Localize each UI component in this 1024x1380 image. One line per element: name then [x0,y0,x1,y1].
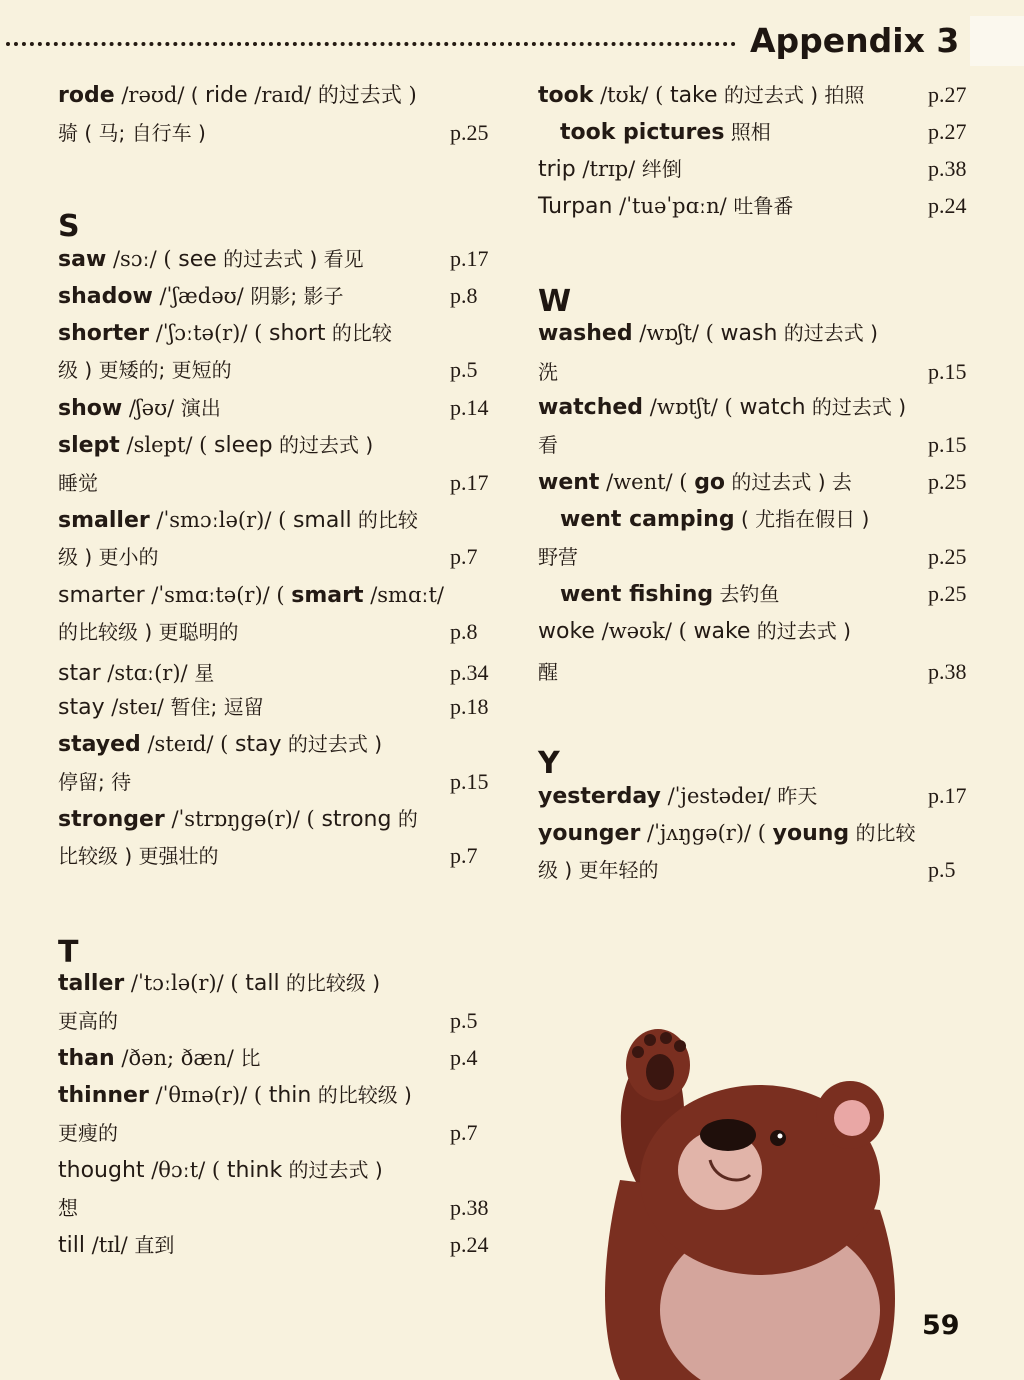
entry-turpan: Turpan /ˈtuəˈpɑːn/ 吐鲁番 p.24 [538,193,967,219]
entry-watched-cont: 看 p.15 [538,432,967,457]
entry-stayed-cont: 停留; 待 p.15 [58,769,489,794]
entry-washed-cont: 洗 p.15 [538,359,967,384]
entry-smarter: smarter /ˈsmɑːtə(r)/ ( smart /smɑːt/ [58,583,444,608]
entry-saw: saw /sɔː/ ( see 的过去式 ) 看见 p.17 [58,246,489,272]
entry-thought: thought /θɔːt/ ( think 的过去式 ) [58,1158,383,1183]
entry-washed: washed /wɒʃt/ ( wash 的过去式 ) [538,321,878,346]
entry-taller-cont: 更高的 p.5 [58,1008,478,1033]
entry-rode-cont: 骑 ( 马; 自行车 ) p.25 [58,120,489,145]
entry-went-camping-cont: 野营 p.25 [538,544,967,569]
entry-watched: watched /wɒtʃt/ ( watch 的过去式 ) [538,395,907,420]
entry-stronger: stronger /ˈstrɒŋgə(r)/ ( strong 的 [58,807,418,832]
appendix-title: Appendix 3 [750,18,1024,64]
page-number: 59 [922,1310,960,1341]
section-letter-y: Y [538,746,560,781]
entry-took-pictures: took pictures 照相 p.27 [560,119,967,145]
entry-stay: stay /steɪ/ 暂住; 逗留 p.18 [58,694,489,720]
entry-went-camping: went camping ( 尤指在假日 ) [560,507,870,532]
bear-body [605,1029,895,1380]
entry-stronger-cont: 比较级 ) 更强壮的 p.7 [58,843,478,868]
entry-younger-cont: 级 ) 更年轻的 p.5 [538,857,956,882]
entry-smaller-cont: 级 ) 更小的 p.7 [58,544,478,569]
entry-woke-cont: 醒 p.38 [538,659,967,684]
entry-yesterday: yesterday /ˈjestədeɪ/ 昨天 p.17 [538,783,967,809]
entry-went: went /went/ ( go 的过去式 ) 去 p.25 [538,469,967,495]
entry-smarter-cont: 的比较级 ) 更聪明的 p.8 [58,619,478,644]
entry-till: till /tɪl/ 直到 p.24 [58,1232,489,1258]
entry-woke: woke /wəʊk/ ( wake 的过去式 ) [538,619,851,644]
entry-shorter: shorter /ˈʃɔːtə(r)/ ( short 的比较 [58,321,392,346]
header-dotted-rule [6,42,736,46]
entry-smaller: smaller /ˈsmɔːlə(r)/ ( small 的比较 [58,508,418,533]
section-letter-w: W [538,284,572,319]
entry-slept-cont: 睡觉 p.17 [58,470,489,495]
bear-illustration [580,1010,980,1380]
entry-thought-cont: 想 p.38 [58,1195,489,1220]
entry-trip: trip /trɪp/ 绊倒 p.38 [538,156,967,182]
section-letter-t: T [58,935,79,970]
entry-taller: taller /ˈtɔːlə(r)/ ( tall 的比较级 ) [58,971,381,996]
entry-slept: slept /slept/ ( sleep 的过去式 ) [58,433,374,458]
entry-star: star /stɑː(r)/ 星 p.34 [58,660,489,686]
entry-thinner-cont: 更瘦的 p.7 [58,1120,478,1145]
entry-went-fishing: went fishing 去钓鱼 p.25 [560,581,967,607]
entry-shorter-cont: 级 ) 更矮的; 更短的 p.5 [58,357,478,382]
entry-took: took /tʊk/ ( take 的过去式 ) 拍照 p.27 [538,82,967,108]
entry-shadow: shadow /ˈʃædəʊ/ 阴影; 影子 p.8 [58,283,478,309]
section-letter-s: S [58,209,80,244]
entry-thinner: thinner /ˈθɪnə(r)/ ( thin 的比较级 ) [58,1083,412,1108]
entry-stayed: stayed /steɪd/ ( stay 的过去式 ) [58,732,383,757]
entry-rode: rode /rəʊd/ ( ride /raɪd/ 的过去式 ) [58,83,417,108]
entry-than: than /ðən; ðæn/ 比 p.4 [58,1045,478,1071]
entry-show: show /ʃəʊ/ 演出 p.14 [58,395,489,421]
entry-younger: younger /ˈjʌŋgə(r)/ ( young 的比较 [538,821,916,846]
